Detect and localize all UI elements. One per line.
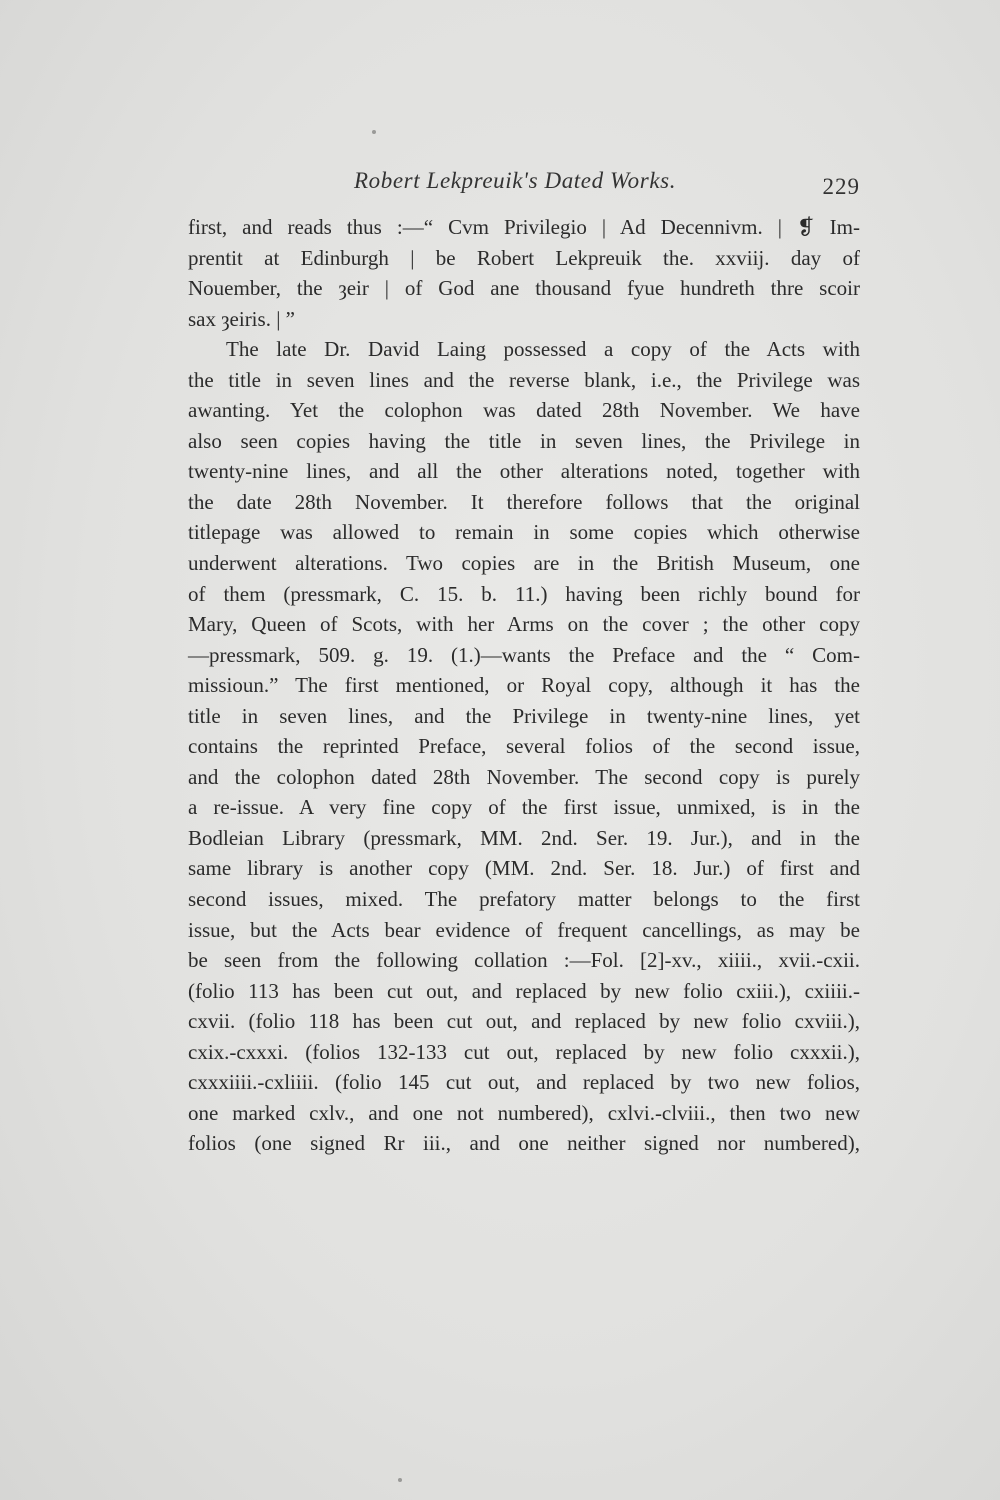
text-line: contains the reprinted Preface, several folios of the second issue, [188, 734, 860, 759]
text-line: prentit at Edinburgh | be Robert Lekpreuik the. xxviij. day of [188, 245, 860, 270]
running-title: Robert Lekpreuik's Dated Works. [354, 168, 677, 193]
text-line: also seen copies having the title in seven lines, the Privilege in [188, 428, 860, 453]
text-line: second issues, mixed. The prefatory matter belongs to the first [188, 887, 860, 912]
text-line: cxxxiiii.-cxliiii. (folio 145 cut out, and replaced by two new folios, [188, 1070, 860, 1095]
text-line: folios (one signed Rr iii., and one neither signed nor numbered), [188, 1131, 860, 1156]
text-line: cxvii. (folio 118 has been cut out, and replaced by new folio cxviii.), [188, 1009, 860, 1034]
text-line: of them (pressmark, C. 15. b. 11.) having been richly bound for [188, 581, 860, 606]
text-line: cxix.-cxxxi. (folios 132-133 cut out, replaced by new folio cxxxii.), [188, 1039, 860, 1064]
page-number: 229 [822, 174, 860, 199]
text-line: title in seven lines, and the Privilege in twenty-nine lines, yet [188, 703, 860, 728]
paper-speck [398, 1478, 402, 1482]
text-line: and the colophon dated 28th November. The second copy is purely [188, 764, 860, 789]
text-line: twenty-nine lines, and all the other alterations noted, together with [188, 459, 860, 484]
text-line: The late Dr. David Laing possessed a copy of the Acts with [226, 337, 860, 362]
text-line: be seen from the following collation :—Fol. [2]-xv., xiiii., xvii.-cxii. [188, 948, 860, 973]
text-line: same library is another copy (MM. 2nd. Ser. 18. Jur.) of first and [188, 856, 860, 881]
text-line: missioun.” The first mentioned, or Royal copy, although it has the [188, 673, 860, 698]
running-head [188, 168, 860, 198]
text-line: the date 28th November. It therefore follows that the original [188, 489, 860, 514]
text-line: (folio 113 has been cut out, and replaced by new folio cxiii.), cxiiii.- [188, 978, 860, 1003]
text-line: first, and reads thus :—“ Cvm Privilegio | Ad Decennivm. | ❡ Im- [188, 215, 860, 239]
text-line: the title in seven lines and the reverse blank, i.e., the Privilege was [188, 367, 860, 392]
text-line: underwent alterations. Two copies are in the British Museum, one [188, 551, 860, 576]
text-line: titlepage was allowed to remain in some copies which otherwise [188, 520, 860, 545]
text-line: Mary, Queen of Scots, with her Arms on the cover ; the other copy [188, 612, 860, 637]
text-line: Bodleian Library (pressmark, MM. 2nd. Ser. 19. Jur.), and in the [188, 825, 860, 850]
text-line: Nouember, the ȝeir | of God ane thousand fyue hundreth thre scoir [188, 276, 860, 301]
body-text [188, 212, 860, 1159]
paper-speck [372, 130, 376, 134]
text-line: one marked cxlv., and one not numbered), cxlvi.-clviii., then two new [188, 1100, 860, 1125]
text-line: awanting. Yet the colophon was dated 28th November. We have [188, 398, 860, 423]
text-line: a re-issue. A very fine copy of the first issue, unmixed, is in the [188, 795, 860, 820]
text-line: issue, but the Acts bear evidence of frequent cancellings, as may be [188, 917, 860, 942]
text-line: sax ȝeiris. | ” [188, 306, 295, 331]
text-line: —pressmark, 509. g. 19. (1.)—wants the Preface and the “ Com- [188, 642, 860, 667]
